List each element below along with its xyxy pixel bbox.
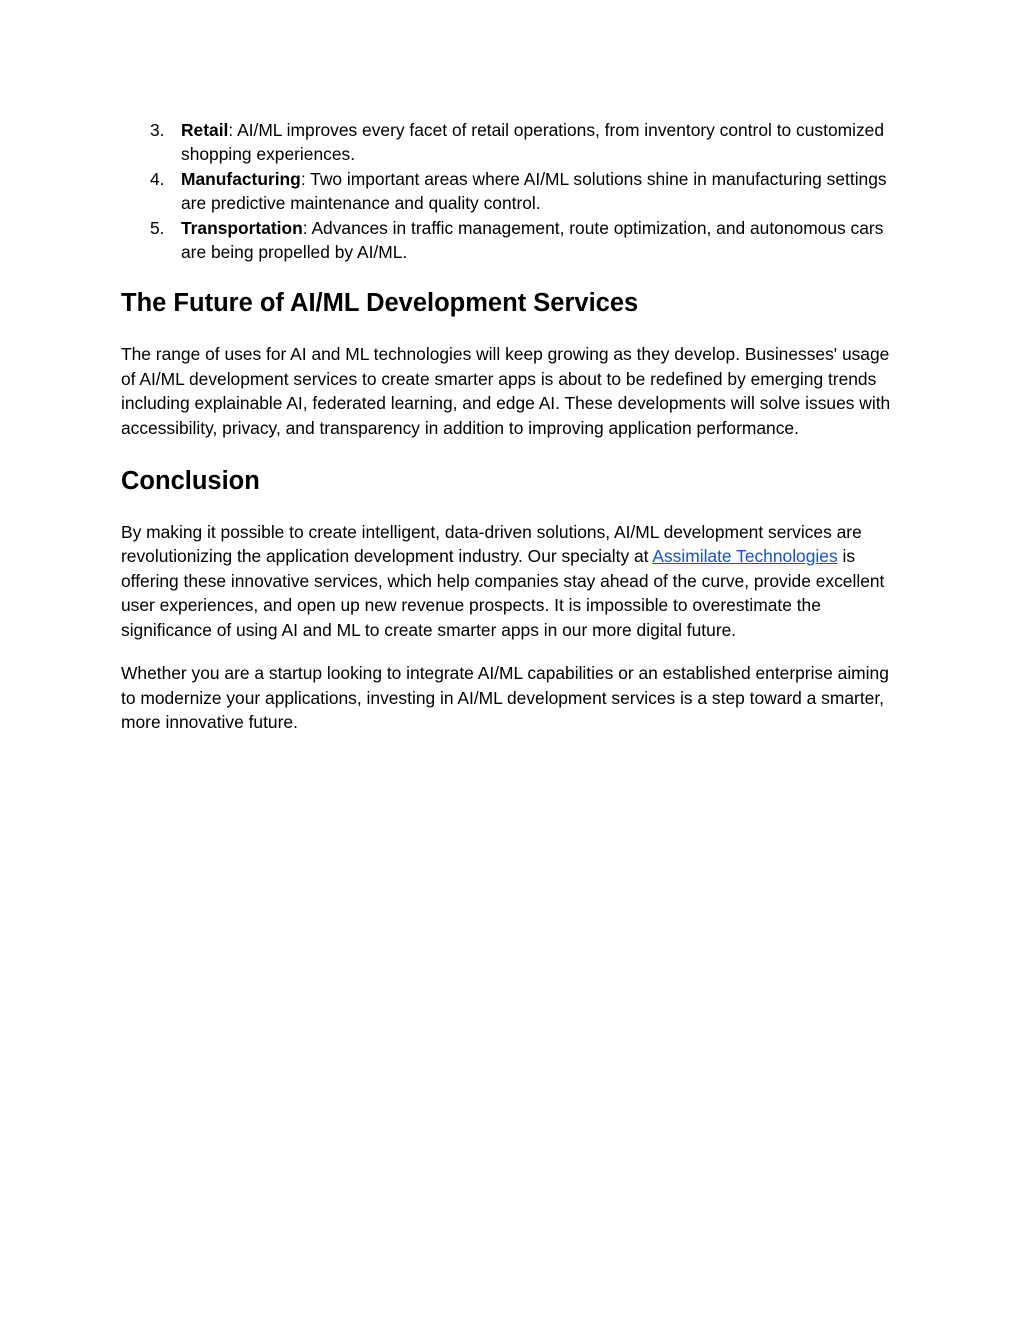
list-item [121,216,905,265]
list-item-number: 4. [150,168,165,189]
conclusion-heading: Conclusion [121,467,260,496]
list-item [121,167,905,216]
list-item-number: 3. [150,120,165,140]
list-item-text: : Advances in traffic management, route optimization, and autonomous cars are being propelled by AI/ML. [181,217,884,263]
list-item-number: 5. [150,217,165,238]
list-item-term: Transportation [181,217,303,238]
conclusion-text-before-link: By making it possible to create intelligent, data-driven solutions, AI/ML development services are revolutionizing the application development industry. Our specialty at [121,522,862,567]
document-body [121,118,905,734]
industry-list [121,118,905,264]
future-heading: The Future of AI/ML Development Services [121,289,639,318]
future-paragraph: The range of uses for AI and ML technologies will keep growing as they develop. Businesses' usage of AI/ML development services to create smarter apps is about to be redefined by emerging trends including explainable AI, federated learning, and edge AI. These developments will solve issues with accessibility, privacy, and transparency in addition to improving application performance. [121,344,891,438]
assimilate-technologies-link[interactable]: Assimilate Technologies [652,546,838,567]
list-item-term: Retail [181,120,229,140]
conclusion-paragraph-1 [121,520,905,642]
list-item-text: : Two important areas where AI/ML solutions shine in manufacturing settings are predictive maintenance and quality control. [181,168,887,214]
list-item-term: Manufacturing [181,168,301,189]
conclusion-paragraph-2: Whether you are a startup looking to integrate AI/ML capabilities or an established enterprise aiming to modernize your applications, investing in AI/ML development services is a step toward a smarter, more innovative future. [121,663,889,732]
conclusion-text-after-link: is offering these innovative services, which help companies stay ahead of the curve, provide excellent user experiences, and open up new revenue prospects. It is impossible to overestimate the significance of using AI and ML to create smarter apps in our more digital future. [121,546,885,640]
list-item-text: : AI/ML improves every facet of retail operations, from inventory control to customized shopping experiences. [181,120,885,165]
list-item [121,118,905,167]
